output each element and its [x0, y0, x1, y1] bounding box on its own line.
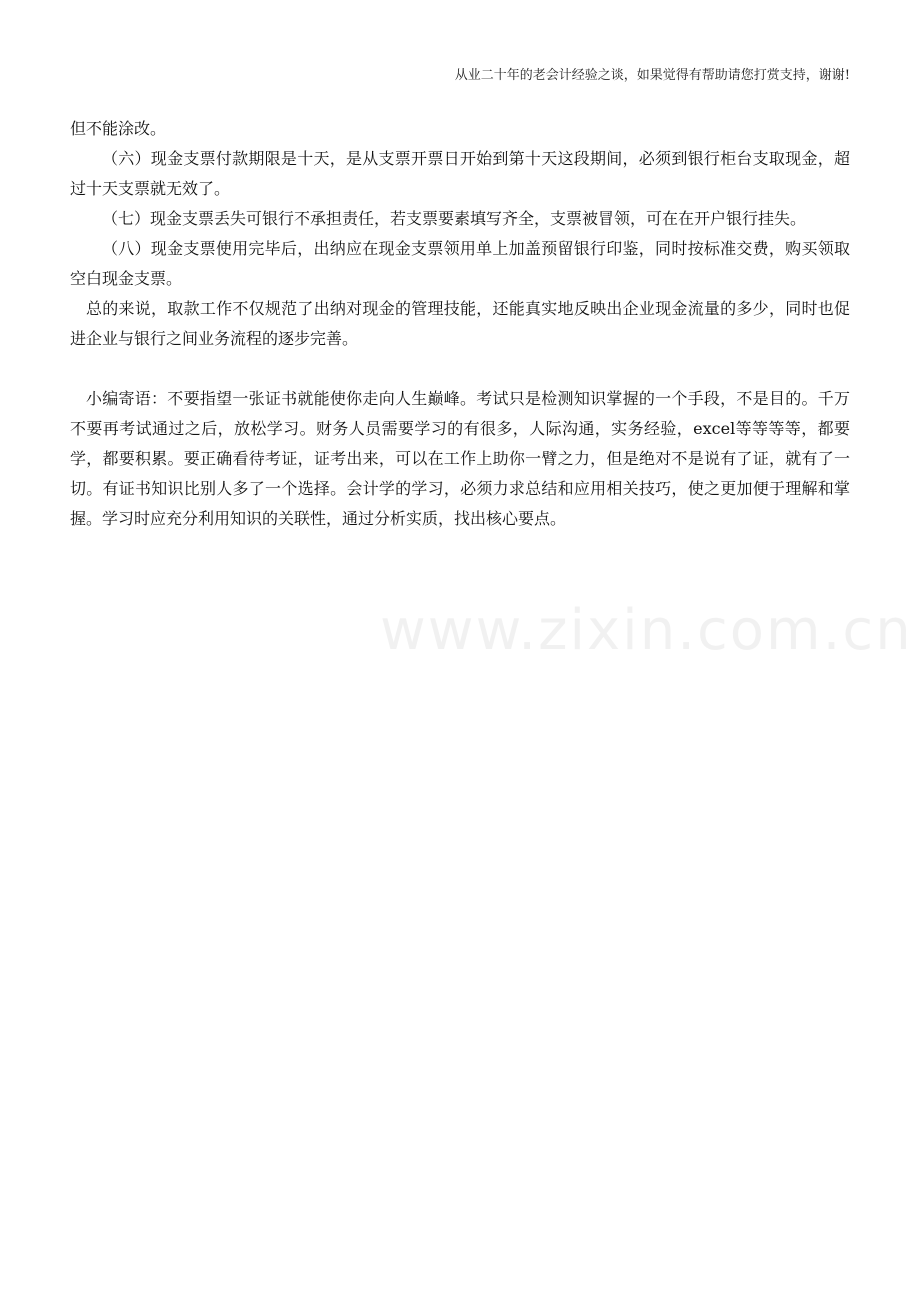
watermark: www.zixin.com.cn — [380, 598, 913, 663]
paragraph-continuation: 但不能涂改。 — [70, 119, 167, 138]
paragraph-summary: 总的来说，取款工作不仅规范了出纳对现金的管理技能，还能真实地反映出企业现金流量的多少，同时也促进企业与银行之间业务流程的逐步完善。 — [70, 299, 850, 348]
header-note: 从业二十年的老会计经验之谈，如果觉得有帮助请您打赏支持，谢谢! — [454, 68, 850, 83]
paragraph-editor-note: 小编寄语：不要指望一张证书就能使你走向人生巅峰。考试只是检测知识掌握的一个手段，不是目的。千万不要再考试通过之后，放松学习。财务人员需要学习的有很多，人际沟通，实务经验，excel等等等等，都要学，都要积累。要正确看待考证，证考出来，可以在工作上助你一臂之力，但是绝对不是说有了证，就有了一切。有证书知识比别人多了一个选择。会计学的学习，必须力求总结和应用相关技巧，使之更加便于理解和掌握。学习时应充分利用知识的关联性，通过分析实质，找出核心要点。 — [70, 389, 850, 528]
paragraph-spacer — [70, 354, 850, 384]
paragraph-item-six: （六）现金支票付款期限是十天，是从支票开票日开始到第十天这段期间，必须到银行柜台支取现金，超过十天支票就无效了。 — [70, 149, 850, 198]
document-body — [70, 114, 850, 534]
paragraph-item-eight: （八）现金支票使用完毕后，出纳应在现金支票领用单上加盖预留银行印鉴，同时按标准交费，购买领取空白现金支票。 — [70, 239, 850, 288]
paragraph-item-seven: （七）现金支票丢失可银行不承担责任，若支票要素填写齐全，支票被冒领，可在在开户银行挂失。 — [102, 209, 807, 228]
